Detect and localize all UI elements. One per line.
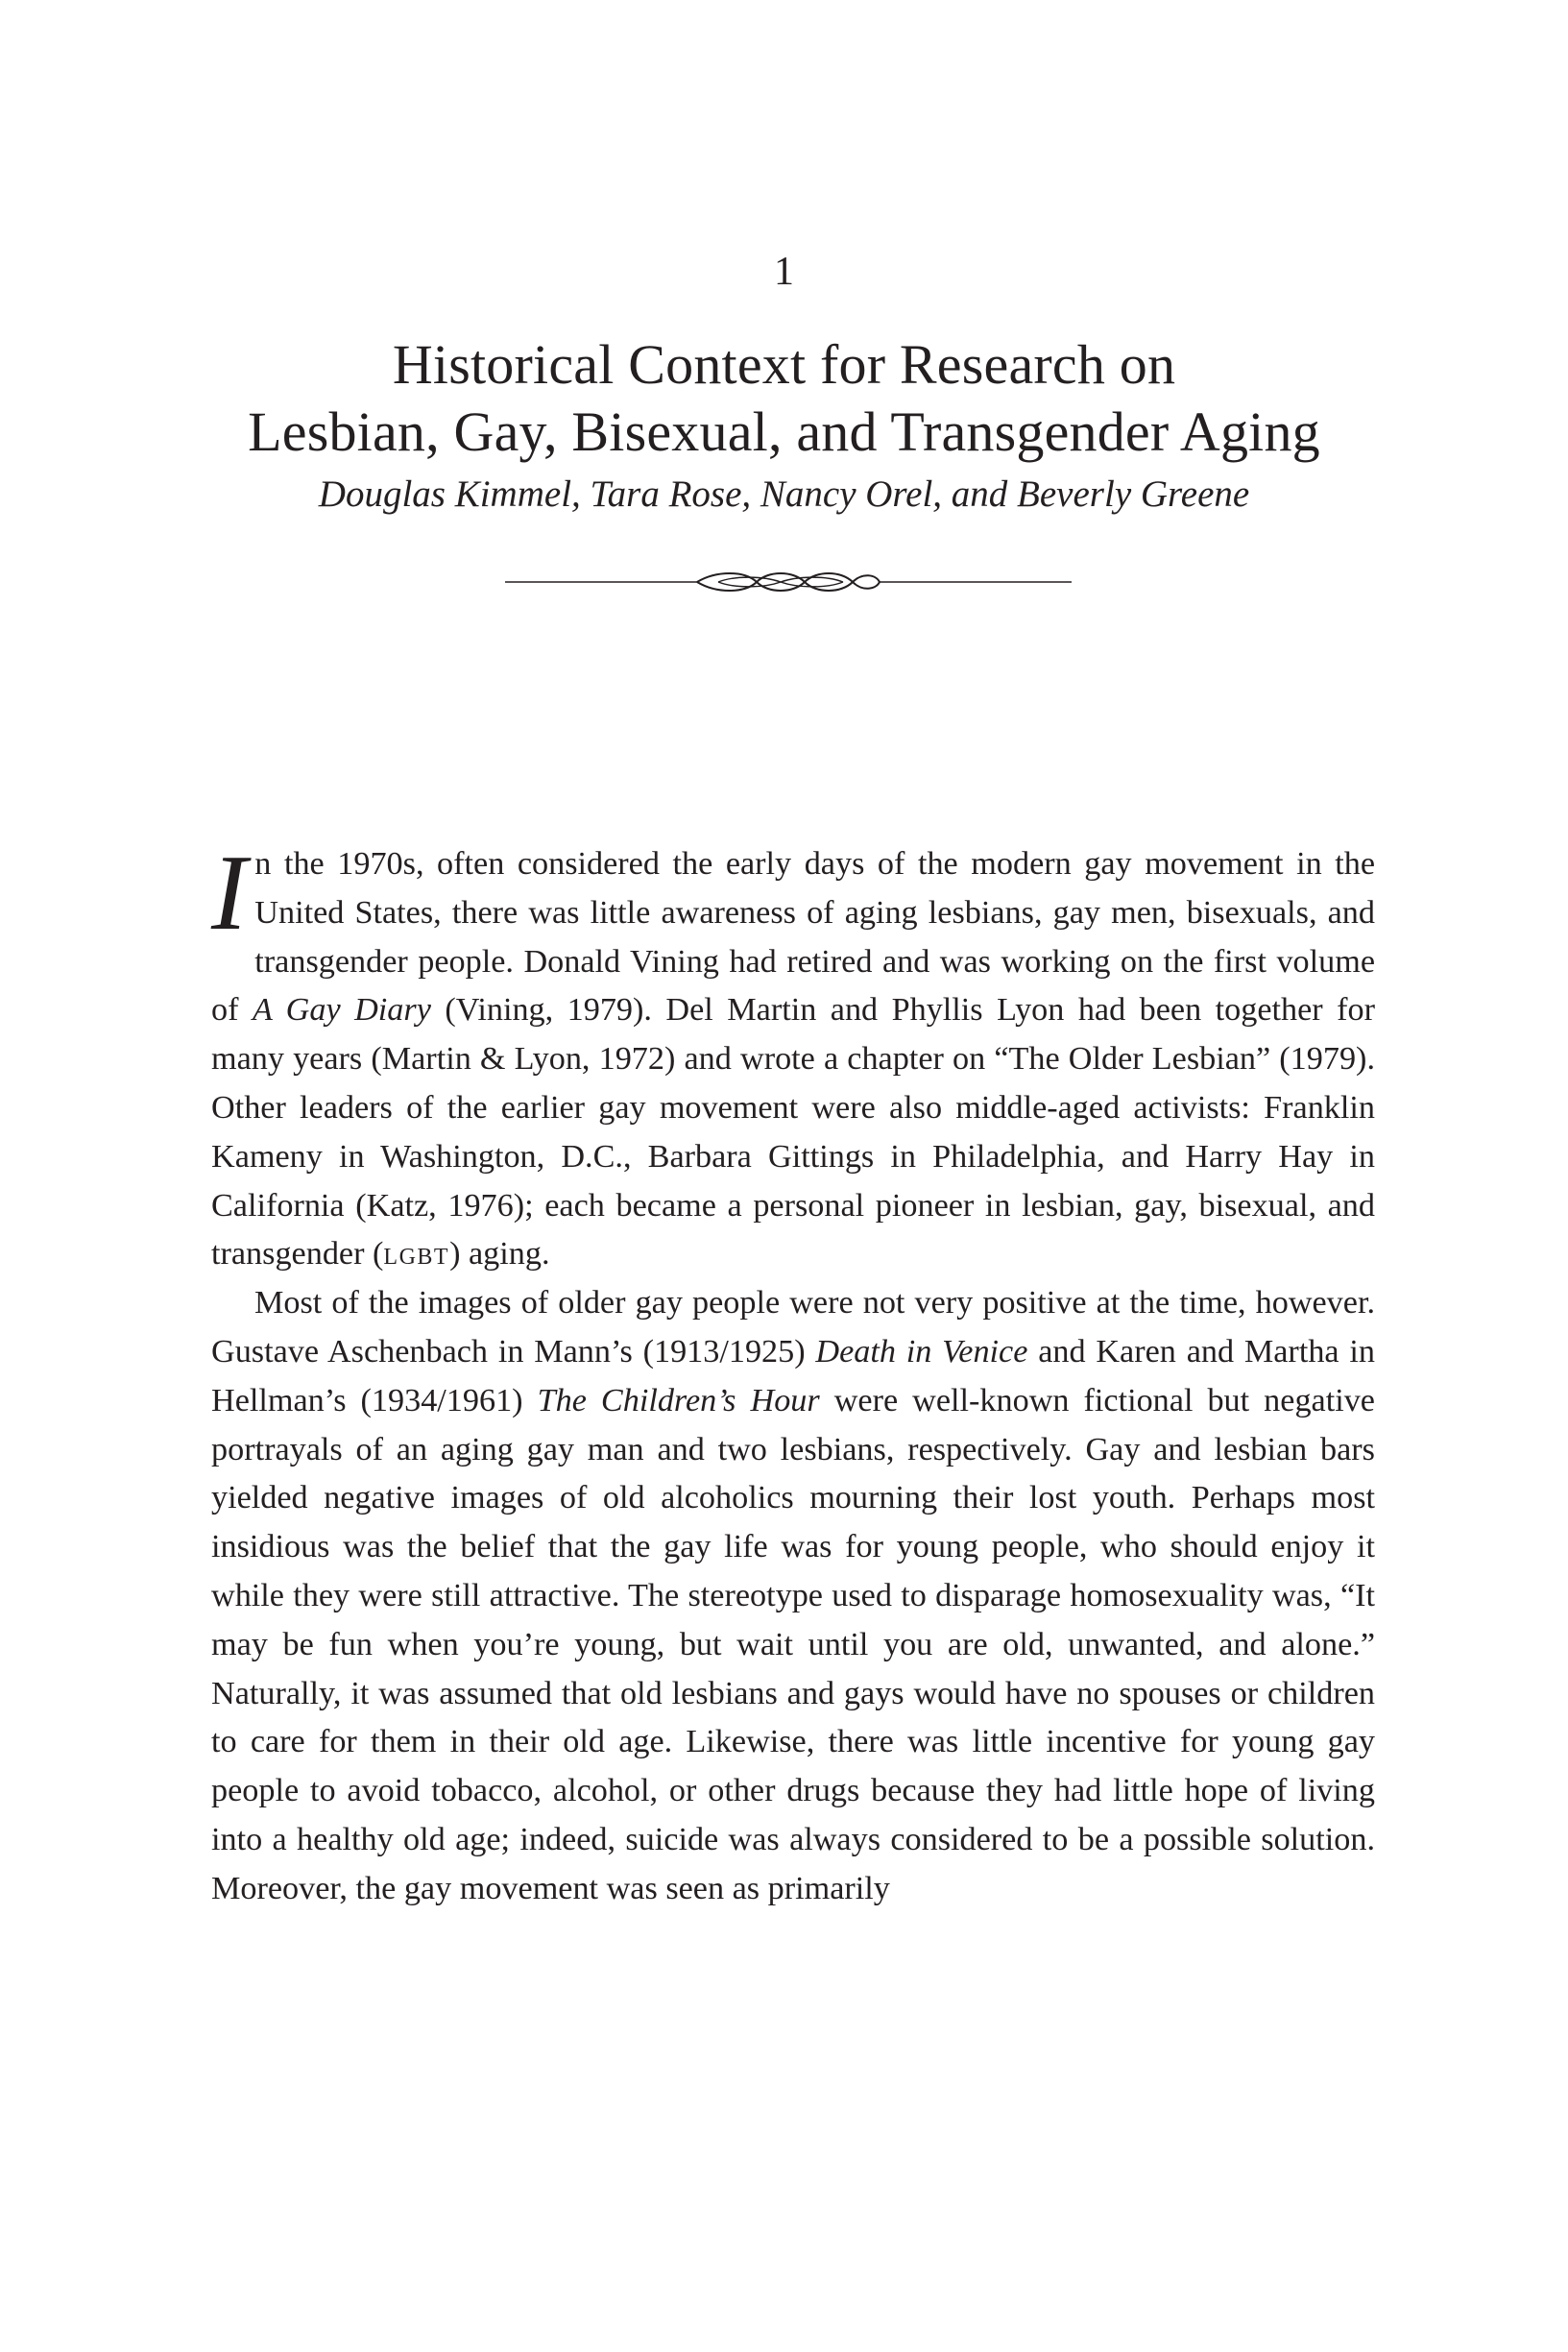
drop-cap: I [211,834,248,953]
chapter-title [0,331,1568,466]
paragraph-2: Most of the images of older gay people were not very positive at the time, however. Gustave Aschenbach in Mann’s (1913/1925) Death in Venice and Karen and Martha in Hellman’s (1934/1961) The Children’s Hour were well-known fictional but negative portrayals of an aging gay man and two lesbians, respectively. Gay and lesbian bars yielded negative images of old alcoholics mourning their lost youth. Perhaps most insidious was the belief that the gay life was for young people, who should enjoy it while they were still attractive. The stereotype used to disparage homosexuality was, “It may be fun when you’re young, but wait until you are old, unwanted, and alone.” Naturally, it was assumed that old lesbians and gays would have no spouses or children to care for them in their old age. Likewise, there was little incentive for young gay people to avoid tobacco, alcohol, or other drugs because they had little hope of living into a healthy old age; indeed, suicide was always considered to be a possible solution. Moreover, the gay movement was seen as primarily [211,1285,1375,1906]
chapter-title-line-1: Historical Context for Research on [392,333,1176,396]
body-text [211,834,1375,1914]
chapter-number: 1 [774,250,794,294]
book-title: A Gay Diary [252,992,431,1029]
chapter-authors: Douglas Kimmel, Tara Rose, Nancy Orel, and Beverly Greene [318,473,1250,515]
ornament-divider-icon [505,565,1072,599]
book-title: The Children’s Hour [537,1382,820,1418]
paragraph-1: In the 1970s, often considered the early days of the modern gay movement in the United States, there was little awareness of aging lesbians, gay men, bisexuals, and transgender people. Donald Vining had retired and was working on the first volume of A Gay Diary (Vining, 1979). Del Martin and Phyllis Lyon had been together for many years (Martin & Lyon, 1972) and wrote a chapter on “The Older Lesbian” (1979). Other leaders of the earlier gay movement were also middle-aged activists: Franklin Kameny in Washington, D.C., Barbara Gittings in Philadelphia, and Harry Hay in California (Katz, 1976); each became a personal pioneer in lesbian, gay, bisexual, and transgender (lgbt) aging. [211,834,1375,1273]
book-title: Death in Venice [815,1333,1028,1370]
chapter-title-line-2: Lesbian, Gay, Bisexual, and Transgender Aging [248,400,1320,463]
abbreviation: lgbt [383,1236,450,1273]
